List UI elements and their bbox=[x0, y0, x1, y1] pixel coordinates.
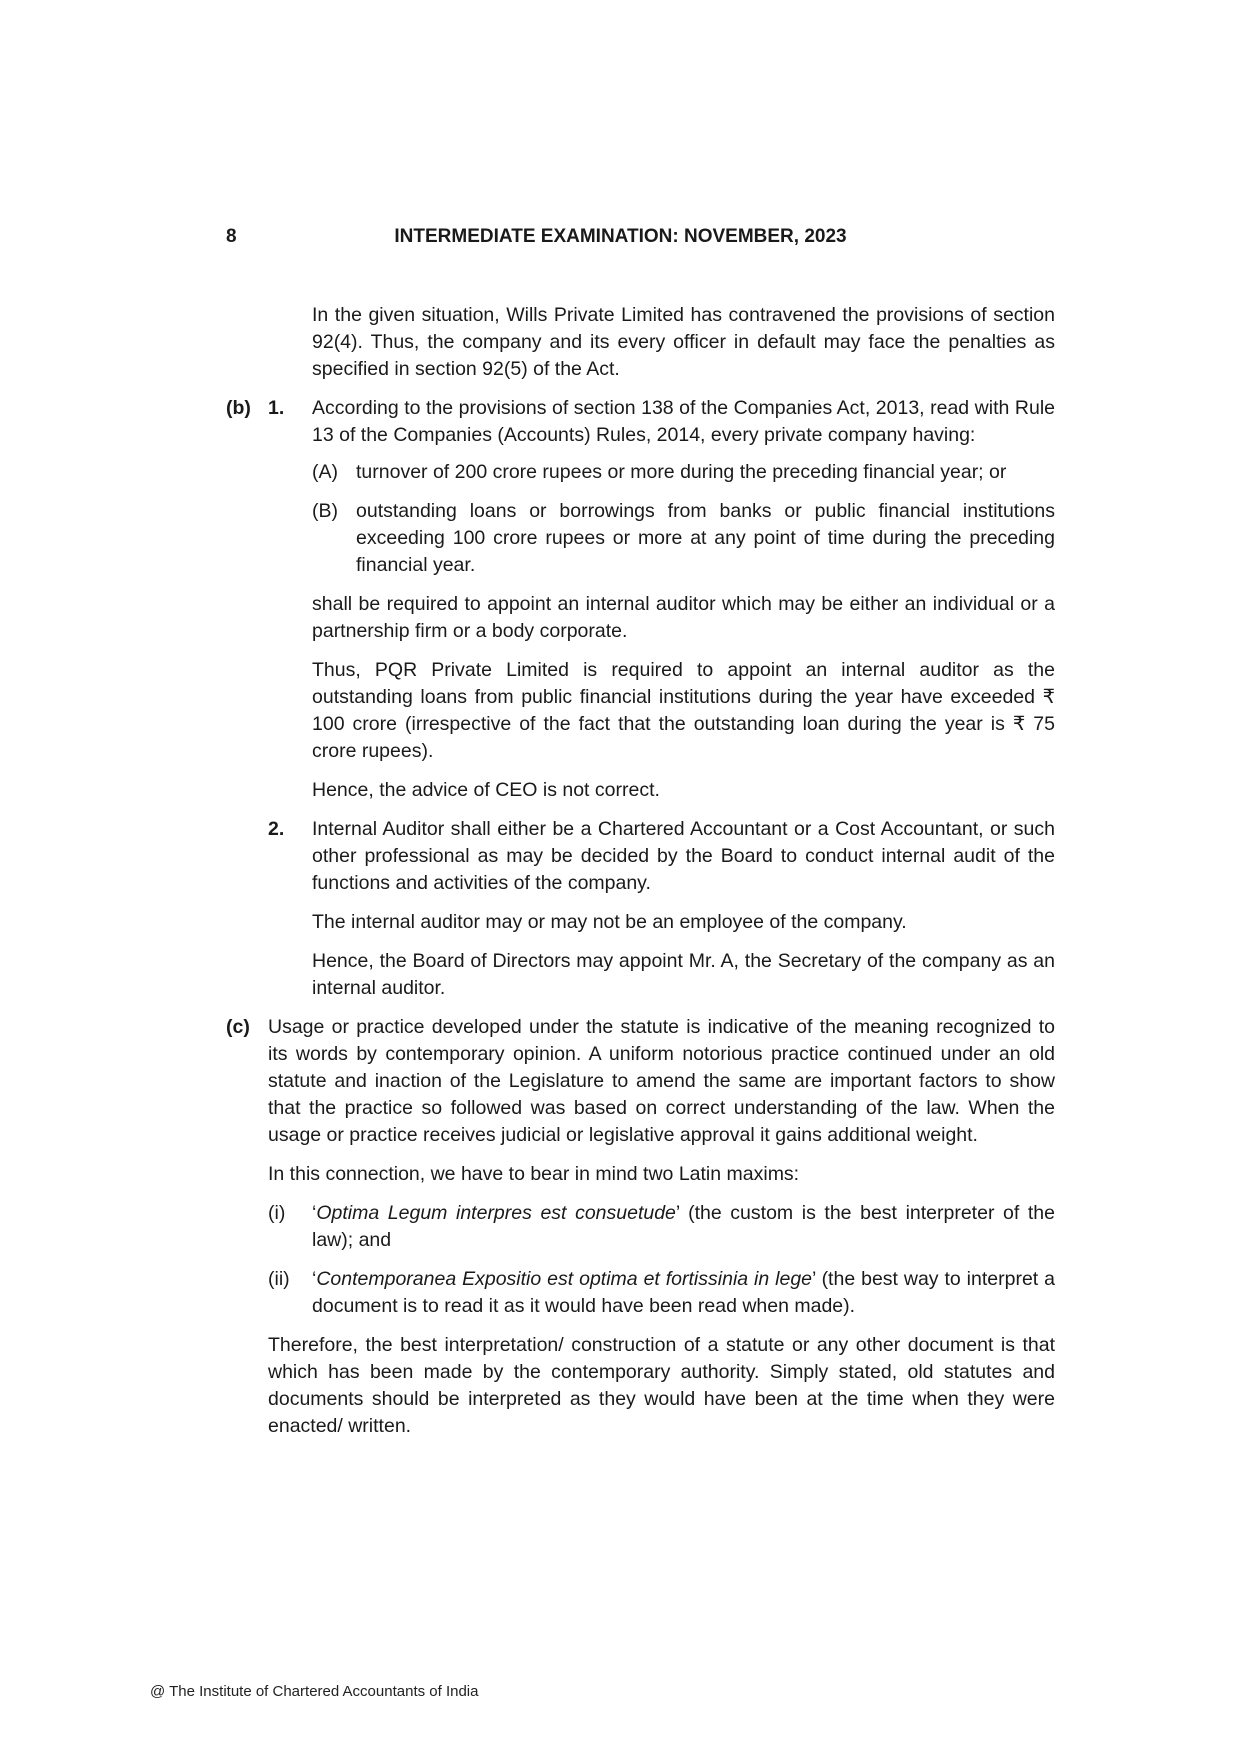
point-1-hence-paragraph: Hence, the advice of CEO is not correct. bbox=[312, 779, 660, 801]
conclusion-paragraph: Therefore, the best interpretation/ construction of a statute or any other document is that which has been made by the contemporary authority. Simply stated, old statutes and documents should be interpreted as they would have been at the time when they were enacted/ written. bbox=[268, 1334, 1055, 1437]
answer-b-label: (b) bbox=[226, 397, 251, 419]
maxims-intro-paragraph: In this connection, we have to bear in mind two Latin maxims: bbox=[268, 1163, 800, 1185]
maxim-i-latin: Optima Legum interpres est consuetude bbox=[316, 1202, 676, 1224]
page-footer: @ The Institute of Chartered Accountants of India bbox=[150, 1683, 479, 1700]
list-item-a bbox=[226, 459, 1055, 486]
list-item-b-label: (B) bbox=[312, 500, 338, 522]
point-1-label: 1. bbox=[268, 397, 285, 419]
point-2-label: 2. bbox=[268, 818, 285, 840]
answer-c-text: Usage or practice developed under the statute is indicative of the meaning recognized to its words by contemporary opinion. A uniform notorious practice continued under an old statute and inaction of the Legislature to amend the same are important factors to show that the practice so followed was based on correct understanding of the law. When the usage or practice receives judicial or legislative approval it gains additional weight. bbox=[268, 1016, 1055, 1146]
point-1-after-paragraph: shall be required to appoint an internal auditor which may be either an individual or a partnership firm or a body corporate. bbox=[312, 593, 1055, 642]
point-2-employee-paragraph: The internal auditor may or may not be an employee of the company. bbox=[312, 911, 907, 933]
maxim-ii bbox=[226, 1266, 1055, 1320]
maxim-ii-text: ’ (the best way to interpret a document is to read it as it would have been read when made). bbox=[312, 1268, 1055, 1317]
answer-content bbox=[226, 302, 1055, 1440]
list-item-b-text: outstanding loans or borrowings from banks or public financial institutions exceeding 100 crore rupees or more at any point of time during the preceding financial year. bbox=[356, 500, 1055, 576]
maxim-i bbox=[226, 1200, 1055, 1254]
answer-b-point-1 bbox=[226, 395, 1055, 449]
answer-c bbox=[226, 1014, 1055, 1149]
list-item-a-label: (A) bbox=[312, 461, 338, 483]
list-item-a-text: turnover of 200 crore rupees or more during the preceding financial year; or bbox=[356, 461, 1007, 483]
list-item-b bbox=[226, 498, 1055, 579]
intro-paragraph: In the given situation, Wills Private Limited has contravened the provisions of section 92(4). Thus, the company and its every officer in default may face the penalties as specified in section 92(5) of the Act. bbox=[312, 304, 1055, 380]
point-1-text: According to the provisions of section 138 of the Companies Act, 2013, read with Rule 13 of the Companies (Accounts) Rules, 2014, every private company having: bbox=[312, 397, 1055, 446]
maxim-i-open-quote: ‘ bbox=[312, 1202, 317, 1224]
maxim-ii-label: (ii) bbox=[268, 1268, 290, 1290]
maxim-i-text: ’ (the custom is the best interpreter of the law); and bbox=[312, 1202, 1055, 1251]
page-number: 8 bbox=[226, 226, 237, 247]
point-2-text: Internal Auditor shall either be a Chartered Accountant or a Cost Accountant, or such other professional as may be decided by the Board to conduct internal audit of the functions and activities of the company. bbox=[312, 818, 1055, 894]
maxim-i-label: (i) bbox=[268, 1202, 286, 1224]
answer-b-point-2 bbox=[226, 816, 1055, 897]
answer-c-label: (c) bbox=[226, 1016, 250, 1038]
maxim-ii-latin: Contemporanea Expositio est optima et fortissinia in lege bbox=[316, 1268, 813, 1290]
point-2-hence-paragraph: Hence, the Board of Directors may appoint Mr. A, the Secretary of the company as an internal auditor. bbox=[312, 950, 1055, 999]
point-1-thus-paragraph: Thus, PQR Private Limited is required to appoint an internal auditor as the outstanding loans from public financial institutions during the year have exceeded ₹ 100 crore (irrespective of the fact that the outstanding loan during the year is ₹ 75 crore rupees). bbox=[312, 659, 1055, 762]
maxim-ii-open-quote: ‘ bbox=[312, 1268, 317, 1290]
page-header-title: INTERMEDIATE EXAMINATION: NOVEMBER, 2023 bbox=[394, 226, 847, 247]
